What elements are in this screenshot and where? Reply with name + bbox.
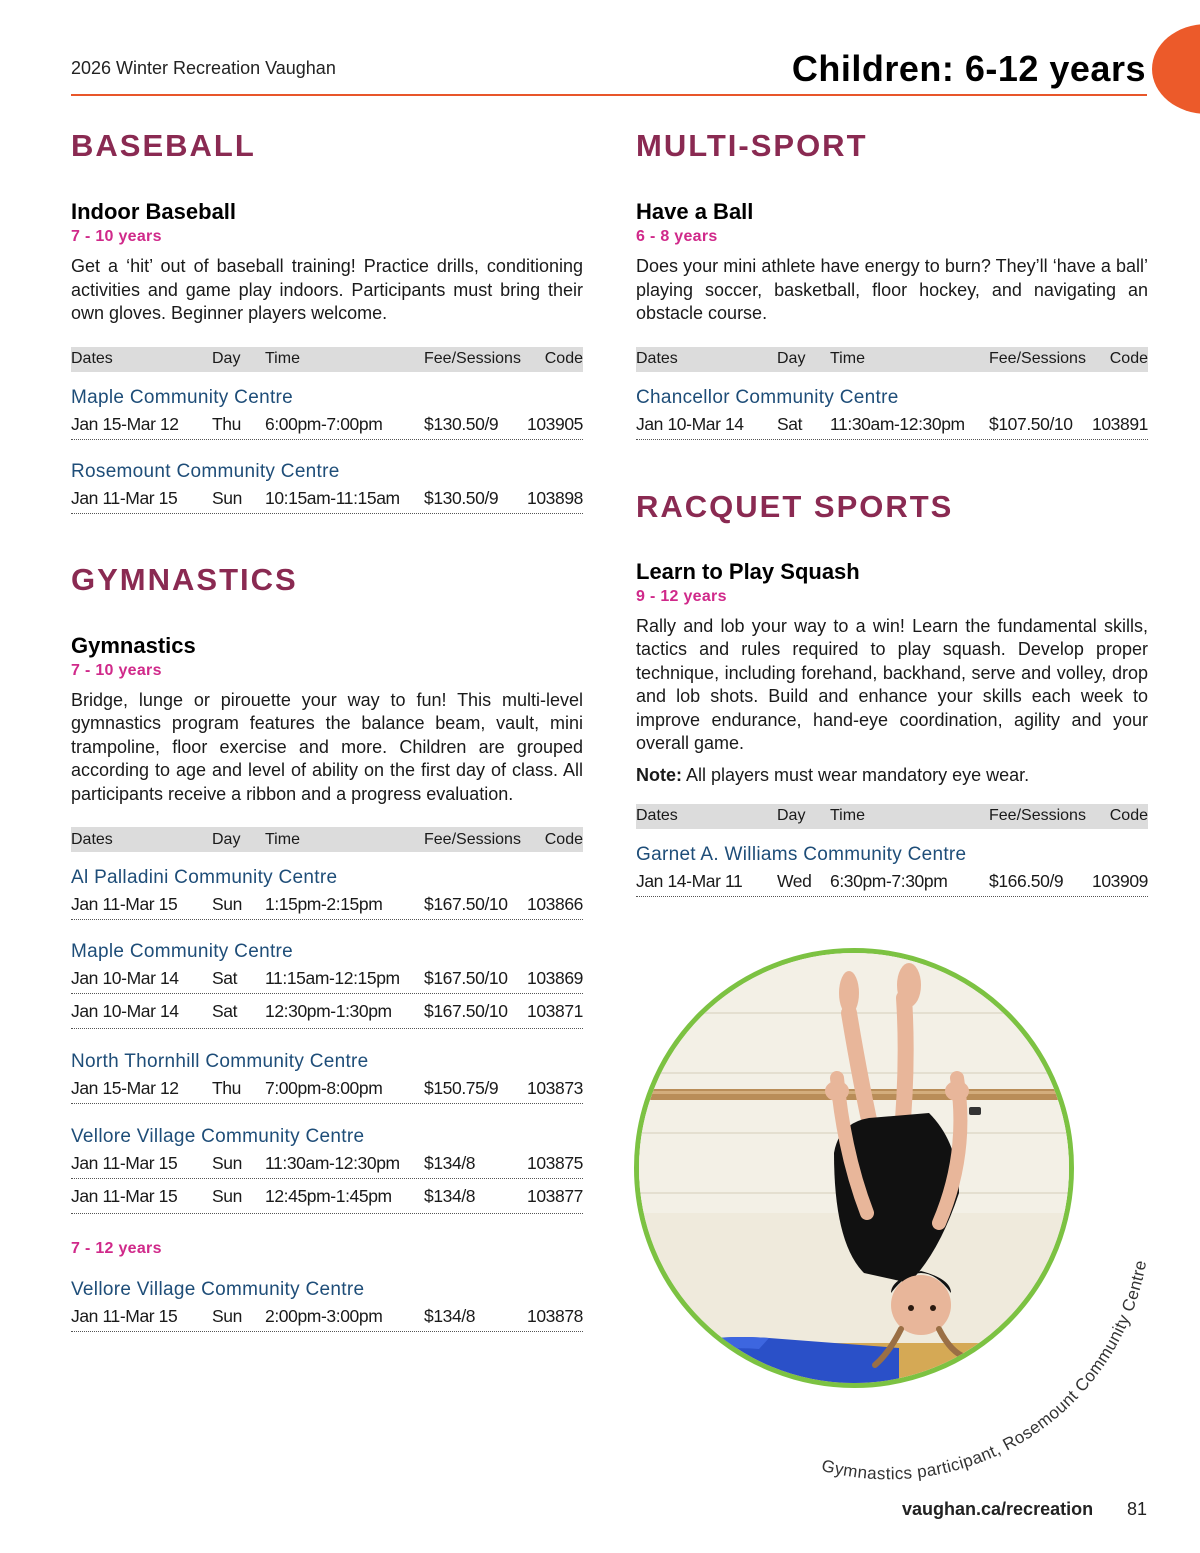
age-range: 7 - 12 years <box>71 1240 162 1257</box>
age-range: 7 - 10 years <box>71 661 162 679</box>
row-code: 103869 <box>527 968 583 988</box>
table-header <box>636 804 1148 829</box>
table-row <box>71 964 583 994</box>
row-code: 103905 <box>527 413 583 434</box>
col-day: Day <box>212 830 241 848</box>
section-title-gymnastics: GYMNASTICS <box>71 561 298 597</box>
row-dates: Jan 14-Mar 11 <box>636 870 743 891</box>
row-fee: $167.50/10 <box>424 968 508 988</box>
col-code: Code <box>1109 350 1148 367</box>
venue-name: Garnet A. Williams Community Centre <box>636 843 967 865</box>
row-fee: $166.50/9 <box>989 870 1064 891</box>
row-dates: Jan 10-Mar 14 <box>636 413 744 434</box>
row-day: Sun <box>212 1185 242 1206</box>
col-fee: Fee/Sessions <box>424 350 521 367</box>
table-row <box>71 484 583 514</box>
program-note <box>636 764 1148 787</box>
col-dates: Dates <box>71 830 113 848</box>
row-day: Sun <box>212 1306 242 1326</box>
row-dates: Jan 11-Mar 15 <box>71 1306 178 1326</box>
row-time: 12:30pm-1:30pm <box>265 1000 392 1021</box>
col-code: Code <box>544 830 583 848</box>
venue-name: Vellore Village Community Centre <box>71 1126 365 1147</box>
row-day: Sun <box>212 487 242 508</box>
row-time: 10:15am-11:15am <box>265 487 400 508</box>
venue-name: North Thornhill Community Centre <box>71 1051 369 1072</box>
note-label: Note: <box>636 764 682 785</box>
footer-url: vaughan.ca/recreation <box>902 1499 1094 1519</box>
row-code: 103891 <box>1092 413 1148 434</box>
row-dates: Jan 11-Mar 15 <box>71 1185 178 1206</box>
row-time: 6:30pm-7:30pm <box>830 870 948 891</box>
row-code: 103898 <box>527 487 583 508</box>
row-dates: Jan 10-Mar 14 <box>71 1000 179 1021</box>
photo-caption <box>600 920 1160 1510</box>
program-title: Have a Ball <box>636 199 754 224</box>
caption-text: Gymnastics participant, Rosemount Community Centre <box>819 1258 1151 1484</box>
venue-name: Vellore Village Community Centre <box>71 1279 365 1300</box>
row-code: 103909 <box>1092 870 1148 891</box>
table-header <box>71 827 583 852</box>
row-fee: $134/8 <box>424 1185 476 1206</box>
table-row <box>71 1179 583 1214</box>
row-day: Sat <box>212 968 238 988</box>
col-time: Time <box>830 807 865 824</box>
program-description: Rally and lob your way to a win! Learn the fundamental skills, tactics and rules required to play squash. Develop proper technique, including forehand, backhand, serve and volley, drop and lob shots. Build and enhance your skills each week to improve endurance, hand-eye coordination, agility and your overall game. <box>636 615 1148 753</box>
row-day: Thu <box>212 413 241 434</box>
row-time: 2:00pm-3:00pm <box>265 1306 383 1326</box>
row-dates: Jan 11-Mar 15 <box>71 487 178 508</box>
table-row <box>636 867 1148 897</box>
row-time: 1:15pm-2:15pm <box>265 894 383 914</box>
col-day: Day <box>777 807 806 824</box>
col-code: Code <box>1109 807 1148 824</box>
row-time: 11:30am-12:30pm <box>265 1153 400 1173</box>
table-row <box>71 994 583 1029</box>
venue-name: Maple Community Centre <box>71 386 294 408</box>
left-column <box>71 128 583 1332</box>
col-fee: Fee/Sessions <box>989 807 1086 824</box>
row-day: Thu <box>212 1078 241 1098</box>
program-title: Gymnastics <box>71 632 196 658</box>
row-code: 103871 <box>527 1000 583 1021</box>
age-range: 6 - 8 years <box>636 228 718 245</box>
row-fee: $134/8 <box>424 1306 476 1326</box>
row-fee: $130.50/9 <box>424 413 499 434</box>
age-range: 7 - 10 years <box>71 228 162 245</box>
row-dates: Jan 11-Mar 15 <box>71 1153 178 1173</box>
age-range: 9 - 12 years <box>636 587 727 605</box>
right-column <box>636 128 1148 897</box>
svg-text:Gymnastics participant, Rosemo <box>820 1259 1151 1484</box>
row-day: Sun <box>212 894 242 914</box>
col-dates: Dates <box>636 350 678 367</box>
table-row <box>71 410 583 440</box>
row-day: Wed <box>777 870 812 891</box>
publication-title: 2026 Winter Recreation Vaughan <box>71 58 336 78</box>
section-heading: Children: 6-12 years <box>791 48 1146 89</box>
table-row <box>71 1302 583 1332</box>
row-code: 103873 <box>527 1078 583 1098</box>
col-dates: Dates <box>71 350 113 367</box>
venue-name: Al Palladini Community Centre <box>71 867 338 888</box>
program-title: Indoor Baseball <box>71 199 237 224</box>
row-fee: $167.50/10 <box>424 894 508 914</box>
venue-name: Maple Community Centre <box>71 941 294 962</box>
row-fee: $167.50/10 <box>424 1000 508 1021</box>
table-header <box>636 347 1148 372</box>
row-code: 103878 <box>527 1306 583 1326</box>
row-code: 103877 <box>527 1185 583 1206</box>
row-time: 11:30am-12:30pm <box>830 413 965 434</box>
col-time: Time <box>830 350 865 367</box>
row-dates: Jan 10-Mar 14 <box>71 968 179 988</box>
row-time: 7:00pm-8:00pm <box>265 1078 383 1098</box>
row-time: 11:15am-12:15pm <box>265 968 400 988</box>
program-description: Get a ‘hit’ out of baseball training! Practice drills, conditioning activities and game play indoors. Participants must bring their own gloves. Beginner players welcome. <box>71 256 583 323</box>
table-row <box>71 1149 583 1179</box>
row-dates: Jan 15-Mar 12 <box>71 1078 179 1098</box>
row-dates: Jan 11-Mar 15 <box>71 894 178 914</box>
row-time: 12:45pm-1:45pm <box>265 1185 392 1206</box>
col-fee: Fee/Sessions <box>989 350 1086 367</box>
table-header <box>71 347 583 372</box>
page-number: 81 <box>1127 1499 1148 1519</box>
row-code: 103866 <box>527 894 583 914</box>
table-row <box>636 410 1148 440</box>
col-time: Time <box>265 830 300 848</box>
row-time: 6:00pm-7:00pm <box>265 413 383 434</box>
note-text: All players must wear mandatory eye wear. <box>682 764 1030 785</box>
section-title-baseball: BASEBALL <box>71 128 256 163</box>
col-dates: Dates <box>636 807 678 824</box>
section-title-racquet-sports: RACQUET SPORTS <box>636 488 954 524</box>
col-day: Day <box>212 350 241 367</box>
row-dates: Jan 15-Mar 12 <box>71 413 179 434</box>
col-code: Code <box>544 350 583 367</box>
row-fee: $134/8 <box>424 1153 476 1173</box>
row-day: Sun <box>212 1153 242 1173</box>
header-divider <box>71 94 1147 96</box>
program-description: Does your mini athlete have energy to burn? They’ll ‘have a ball’ playing soccer, basketball, floor hockey, and navigating an obstacle course. <box>636 256 1148 323</box>
table-row <box>71 1074 583 1104</box>
row-code: 103875 <box>527 1153 583 1173</box>
col-fee: Fee/Sessions <box>424 830 521 848</box>
program-title: Learn to Play Squash <box>636 558 860 584</box>
section-title-multi-sport: MULTI-SPORT <box>636 128 868 163</box>
venue-name: Chancellor Community Centre <box>636 386 899 408</box>
venue-name: Rosemount Community Centre <box>71 460 340 482</box>
program-description: Bridge, lunge or pirouette your way to fun! This multi-level gymnastics program features the balance beam, vault, mini trampoline, floor exercise and more. Children are grouped according to age and level of ability on the first day of class. All participants receive a ribbon and a progress evaluation. <box>71 689 583 804</box>
row-fee: $130.50/9 <box>424 487 499 508</box>
row-day: Sat <box>212 1000 238 1021</box>
row-day: Sat <box>777 413 803 434</box>
row-fee: $107.50/10 <box>989 413 1073 434</box>
section-tab-marker <box>1152 24 1200 114</box>
col-time: Time <box>265 350 300 367</box>
table-row <box>71 890 583 920</box>
row-fee: $150.75/9 <box>424 1078 499 1098</box>
col-day: Day <box>777 350 806 367</box>
